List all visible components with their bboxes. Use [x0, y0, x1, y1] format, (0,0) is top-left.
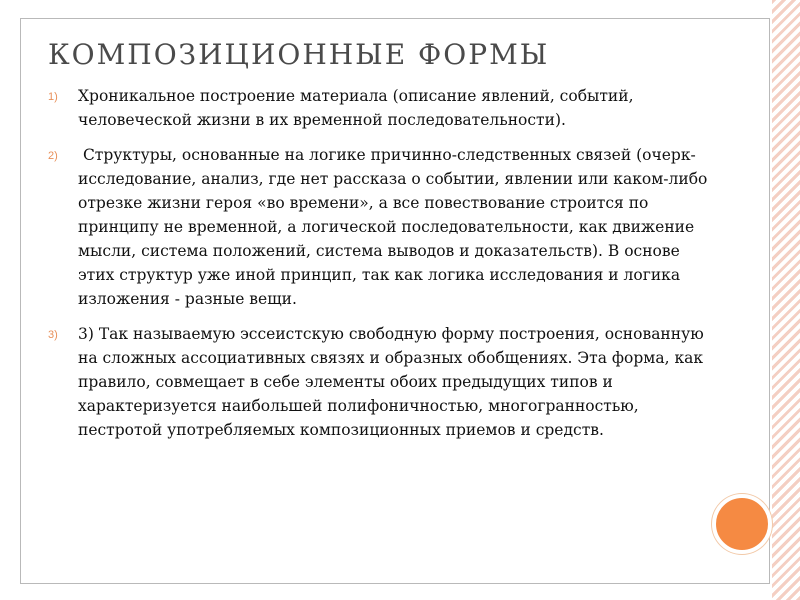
list-item [48, 84, 708, 132]
list-marker: 3) [48, 329, 58, 341]
list-item [48, 143, 713, 311]
list-marker: 2) [48, 150, 58, 162]
list-item-text: Хроникальное построение материала (описание явлений, событий, человеческой жизни в их временной последовательности). [78, 87, 634, 129]
list-item-text: Структуры, основанные на логике причинно-следственных связей (очерк-исследование, анализ, где нет рассказа о событии, явлении или каком-либо отрезке жизни героя «во времени», а все повествование строится по принципу не временной, а логической последовательности, как движение мысли, система положений, система выводов и доказательств). В основе этих структур уже иной принцип, так как логика исследования и логика изложения - разные вещи. [78, 146, 713, 308]
bullet-list [48, 84, 713, 453]
list-item-text: 3) Так называемую эссеистскую свободную форму построения, основанную на сложных ассоциативных связях и образных обобщениях. Эта форма, как правило, совмещает в себе элементы обоих предыдущих типов и характеризуется наибольшей полифоничностью, многогранностью, пестротой употребляемых композиционных приемов и средств. [78, 325, 704, 439]
list-item [48, 322, 708, 442]
decorative-circle [712, 494, 772, 554]
slide-title: КОМПОЗИЦИОННЫЕ ФОРМЫ [48, 38, 550, 71]
decorative-stripes [772, 0, 800, 600]
list-marker: 1) [48, 91, 58, 103]
